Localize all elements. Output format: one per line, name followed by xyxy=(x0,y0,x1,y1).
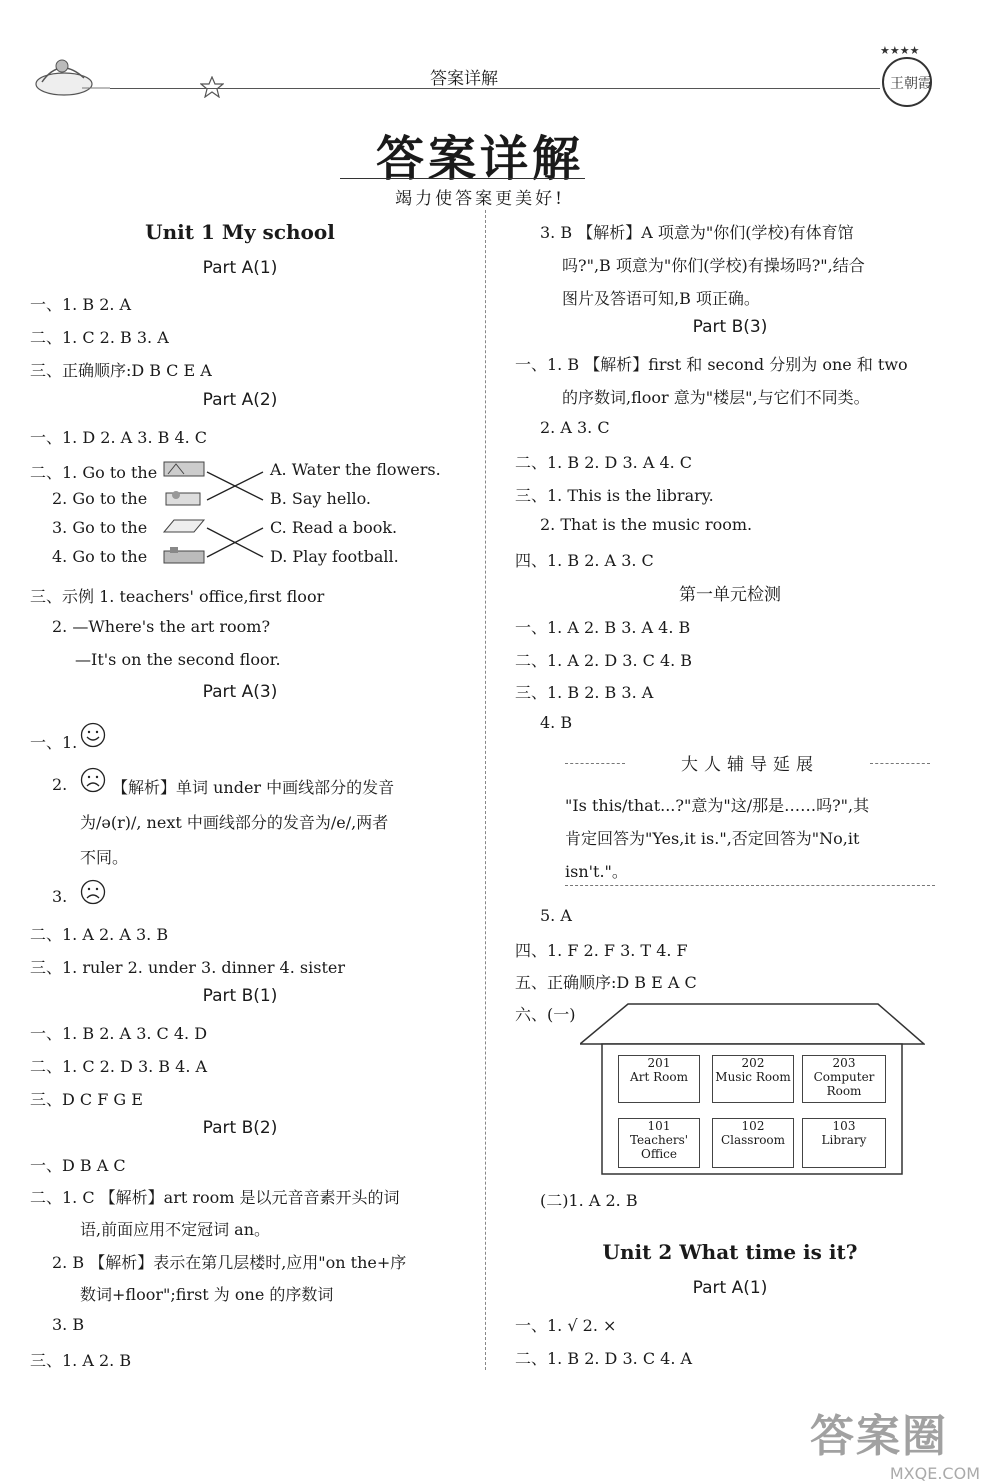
room-name: Computer Room xyxy=(813,1070,875,1098)
room-number: 203 xyxy=(832,1056,856,1070)
answer-line: 二、1. C 2. B 3. A xyxy=(30,328,169,347)
smile-face-icon xyxy=(80,722,106,748)
answer-line: 一、1. A 2. B 3. A 4. B xyxy=(515,618,691,637)
match-left-item: 4. Go to the xyxy=(52,547,148,566)
extension-text: 肯定回答为"Yes,it is.",否定回答为"No,it xyxy=(565,829,860,848)
star-icon xyxy=(200,76,224,98)
match-right-item: A. Water the flowers. xyxy=(270,460,441,479)
answer-line: 2. That is the music room. xyxy=(540,515,753,534)
answer-line: (二)1. A 2. B xyxy=(540,1191,638,1210)
answer-line: 二、1. B 2. D 3. C 4. A xyxy=(515,1349,693,1368)
analysis-text: 一、1. B 【解析】first 和 second 分别为 one 和 two xyxy=(515,355,908,374)
match-right-item: C. Read a book. xyxy=(270,518,398,537)
answer-line: 4. B xyxy=(540,713,573,732)
answer-line: 一、1. xyxy=(30,733,78,752)
answer-line: 3. B xyxy=(52,1315,85,1334)
sad-face-icon xyxy=(80,879,106,905)
analysis-text: 图片及答语可知,B 项正确。 xyxy=(562,289,760,308)
answer-line: 三、示例 1. teachers' office,first floor xyxy=(30,587,325,606)
section-heading: Part B(1) xyxy=(202,986,278,1006)
answer-line: 5. A xyxy=(540,906,572,925)
library-picture xyxy=(162,516,206,536)
answer-line: 四、1. B 2. A 3. C xyxy=(515,551,654,570)
answer-line: 2. xyxy=(52,775,68,794)
column-divider xyxy=(485,210,486,1370)
answer-line: 2. A 3. C xyxy=(540,418,610,437)
section-heading: Part A(1) xyxy=(202,258,278,278)
brand-seal-icon xyxy=(872,40,942,110)
room-202 xyxy=(712,1055,794,1103)
analysis-text: 为/ə(r)/, next 中画线部分的发音为/e/,两者 xyxy=(80,813,389,832)
answer-line: 二、1. A 2. A 3. B xyxy=(30,925,169,944)
answer-line: 2. —Where's the art room? xyxy=(52,617,271,636)
matching-lines xyxy=(205,462,265,562)
analysis-text: 2. B 【解析】表示在第几层楼时,应用"on the+序 xyxy=(52,1253,407,1272)
room-201 xyxy=(618,1055,700,1103)
svg-text:王朝霞: 王朝霞 xyxy=(890,76,932,92)
watermark-logo xyxy=(810,1400,990,1483)
extension-text: isn't."。 xyxy=(565,862,628,881)
room-number: 103 xyxy=(832,1119,856,1133)
room-name: Teachers' Office xyxy=(629,1133,689,1161)
header-logo-left xyxy=(22,48,112,100)
room-name: Music Room xyxy=(715,1070,791,1084)
analysis-text: 吗?",B 项意为"你们(学校)有操场吗?",结合 xyxy=(562,256,865,275)
playground-picture xyxy=(162,458,206,478)
answer-line: 一、1. B 2. A 3. C 4. D xyxy=(30,1024,208,1043)
section-heading: Part B(2) xyxy=(202,1118,278,1138)
match-left-item: 2. Go to the xyxy=(52,489,148,508)
room-number: 101 xyxy=(647,1119,671,1133)
classroom-picture xyxy=(162,545,206,565)
answer-line: 二、1. A 2. D 3. C 4. B xyxy=(515,651,693,670)
answer-line: 三、1. This is the library. xyxy=(515,486,714,505)
title-rule xyxy=(340,178,585,179)
unit2-heading: Unit 2 What time is it? xyxy=(602,1240,858,1264)
answer-line: 五、正确顺序:D B E A C xyxy=(515,973,697,992)
answer-line: 三、正确顺序:D B C E A xyxy=(30,361,212,380)
match-right-item: D. Play football. xyxy=(270,547,399,566)
match-left-item: 二、1. Go to the xyxy=(30,463,158,482)
school-building-diagram xyxy=(580,1000,925,1180)
analysis-text: 数词+floor";first 为 one 的序数词 xyxy=(80,1285,334,1304)
section-heading: Part A(3) xyxy=(202,682,278,702)
match-right-item: B. Say hello. xyxy=(270,489,371,508)
answer-line: 三、1. B 2. B 3. A xyxy=(515,683,654,702)
answer-line: 一、1. D 2. A 3. B 4. C xyxy=(30,428,208,447)
slogan: 竭力使答案更美好! xyxy=(395,189,565,209)
room-name: Classroom xyxy=(720,1133,786,1147)
room-name: Library xyxy=(821,1133,867,1147)
analysis-text: 语,前面应用不定冠词 an。 xyxy=(80,1220,271,1239)
watermark-url: MXQE.COM xyxy=(889,1464,980,1483)
header-title: 答案详解 xyxy=(430,69,498,89)
answer-line: 一、D B A C xyxy=(30,1156,126,1175)
extension-heading: 大人辅导延展 xyxy=(681,755,819,775)
page-title: 答案详解 xyxy=(375,131,584,187)
answer-line: 四、1. F 2. F 3. T 4. F xyxy=(515,941,688,960)
analysis-text: 二、1. C 【解析】art room 是以元音音素开头的词 xyxy=(30,1188,400,1207)
analysis-text: 不同。 xyxy=(80,848,129,867)
room-number: 202 xyxy=(741,1056,765,1070)
answer-line: 三、1. ruler 2. under 3. dinner 4. sister xyxy=(30,958,345,977)
answer-line: 一、1. B 2. A xyxy=(30,295,132,314)
room-number: 102 xyxy=(741,1119,765,1133)
room-101 xyxy=(618,1118,700,1168)
analysis-text: 的序数词,floor 意为"楼层",与它们不同类。 xyxy=(562,388,870,407)
analysis-text: 3. B 【解析】A 项意为"你们(学校)有体育馆 xyxy=(540,223,854,242)
section-heading: Part A(1) xyxy=(692,1278,768,1298)
answer-line: 二、1. B 2. D 3. A 4. C xyxy=(515,453,693,472)
unit1-heading: Unit 1 My school xyxy=(145,220,335,244)
room-203 xyxy=(802,1055,886,1103)
room-number: 201 xyxy=(647,1056,671,1070)
section-heading: 第一单元检测 xyxy=(679,585,781,605)
room-name: Art Room xyxy=(630,1070,688,1084)
extension-rule-right xyxy=(870,763,930,764)
section-heading: Part A(2) xyxy=(202,390,278,410)
room-102 xyxy=(712,1118,794,1168)
match-left-item: 3. Go to the xyxy=(52,518,148,537)
watermark-text: 答案圈 xyxy=(810,1411,948,1462)
answer-line: 三、1. A 2. B xyxy=(30,1351,132,1370)
answer-line: 三、D C F G E xyxy=(30,1090,143,1109)
extension-text: "Is this/that...?"意为"这/那是……吗?",其 xyxy=(565,796,870,815)
answer-line: 一、1. √ 2. × xyxy=(515,1316,617,1335)
garden-picture xyxy=(162,487,206,507)
answer-line: 六、(一) xyxy=(515,1005,576,1024)
answer-line: 二、1. C 2. D 3. B 4. A xyxy=(30,1057,208,1076)
analysis-text: 【解析】单词 under 中画线部分的发音 xyxy=(112,778,395,797)
sad-face-icon xyxy=(80,767,106,793)
svg-text:★★★★: ★★★★ xyxy=(880,44,920,57)
answer-line: —It's on the second floor. xyxy=(75,650,281,669)
section-heading: Part B(3) xyxy=(692,317,768,337)
header-rule xyxy=(110,88,880,89)
answer-line: 3. xyxy=(52,887,68,906)
extension-rule-bottom xyxy=(565,885,935,886)
room-103 xyxy=(802,1118,886,1168)
